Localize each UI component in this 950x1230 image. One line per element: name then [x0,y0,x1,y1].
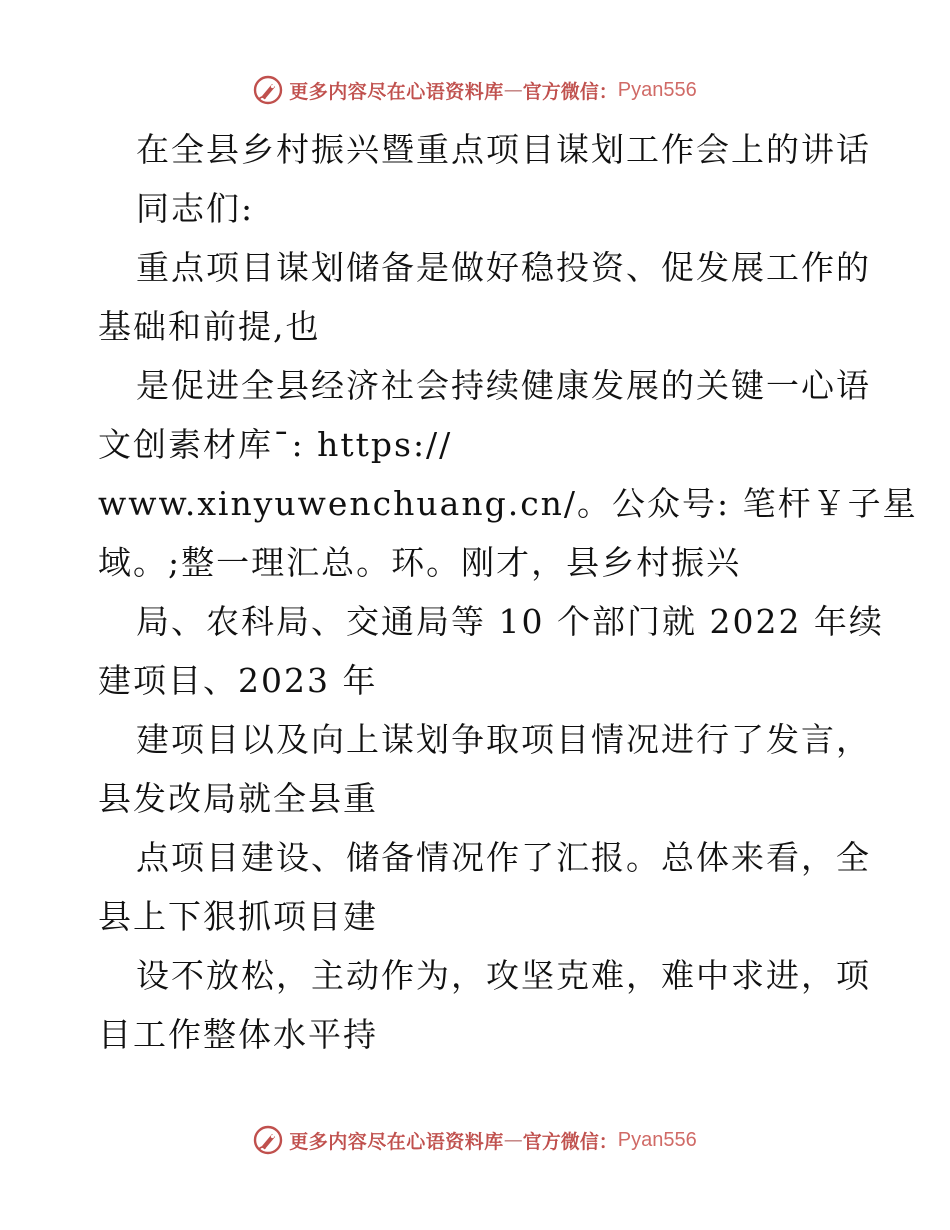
header-wechat-label: 官方微信： [522,80,618,103]
text-line: 局、农科局、交通局等 10 个部门就 2022 年续 [136,602,884,641]
text-line: 重点项目谋划储备是做好稳投资、促发展工作的 [136,248,871,287]
pen-nib-logo-icon [253,1125,283,1155]
document-title: 在全县乡村振兴暨重点项目谋划工作会上的讲话 [136,130,871,169]
text-line: 建项目以及向上谋划争取项目情况进行了发言， [136,720,871,759]
text-line: 基础和前提,也 [98,307,321,346]
header-dash: — [503,79,523,101]
text-line: 域。;整一理汇总。环。刚才，县乡村振兴 [98,543,742,582]
text-line: 点项目建设、储备情况作了汇报。总体来看，全 [136,838,871,877]
text-line: 同志们: [136,189,255,228]
text-line: 是促进全县经济社会持续健康发展的关键一心语 [136,366,871,405]
text-line: 县上下狠抓项目建 [98,897,378,936]
text-line: 设不放松，主动作为，攻坚克难，难中求进，项 [136,956,871,995]
footer-dash: — [503,1129,523,1151]
header-slogan: 更多内容尽在心语资料库 [289,80,504,103]
text-line: 建项目、2023 年 [98,661,378,700]
footer-wechat-id: Pyan556 [617,1128,697,1151]
header-banner [0,70,950,110]
footer-wechat-label: 官方微信： [522,1130,618,1153]
text-line: 文创素材库¯: https:// [98,425,453,464]
footer-banner [0,1120,950,1160]
text-line: www.xinyuwenchuang.cn/。公众号: 笔杆￥子星 [98,484,918,523]
text-line: 目工作整体水平持 [98,1015,378,1054]
pen-nib-logo-icon [253,75,283,105]
document-body [98,120,918,1064]
footer-slogan: 更多内容尽在心语资料库 [289,1130,504,1153]
text-line: 县发改局就全县重 [98,779,378,818]
header-wechat-id: Pyan556 [617,78,697,101]
